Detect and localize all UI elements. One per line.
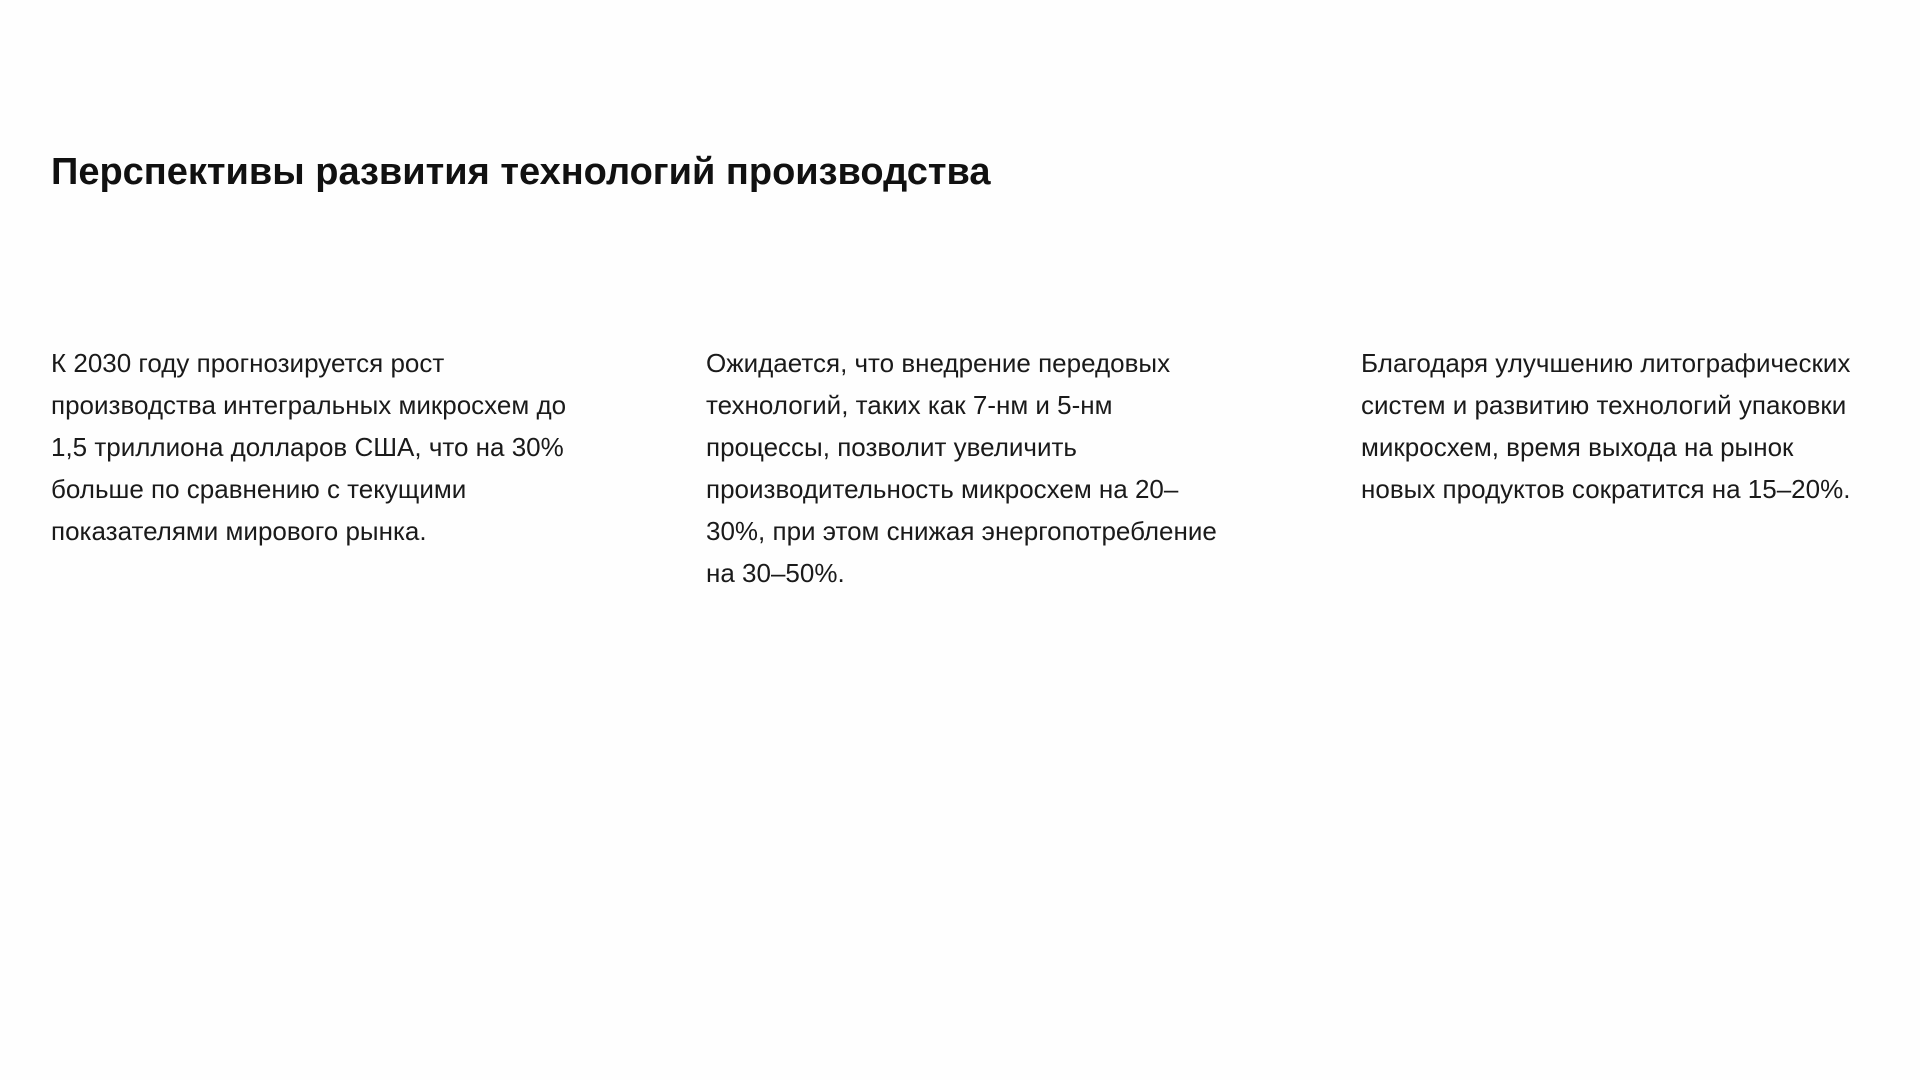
- column-text-2: Ожидается, что внедрение передовых технологий, таких как 7-нм и 5-нм процессы, позволит увеличить производительность микросхем на 20–30%, при этом снижая энергопотребление на 30–50%.: [706, 348, 1217, 588]
- slide-title: Перспективы развития технологий производства: [51, 151, 991, 193]
- column-text-3: Благодаря улучшению литографических систем и развитию технологий упаковки микросхем, время выхода на рынок новых продуктов сократится на 15–20%.: [1361, 348, 1851, 504]
- column-text-1: К 2030 году прогнозируется рост производства интегральных микросхем до 1,5 триллиона долларов США, что на 30% больше по сравнению с текущими показателями мирового рынка.: [51, 348, 567, 546]
